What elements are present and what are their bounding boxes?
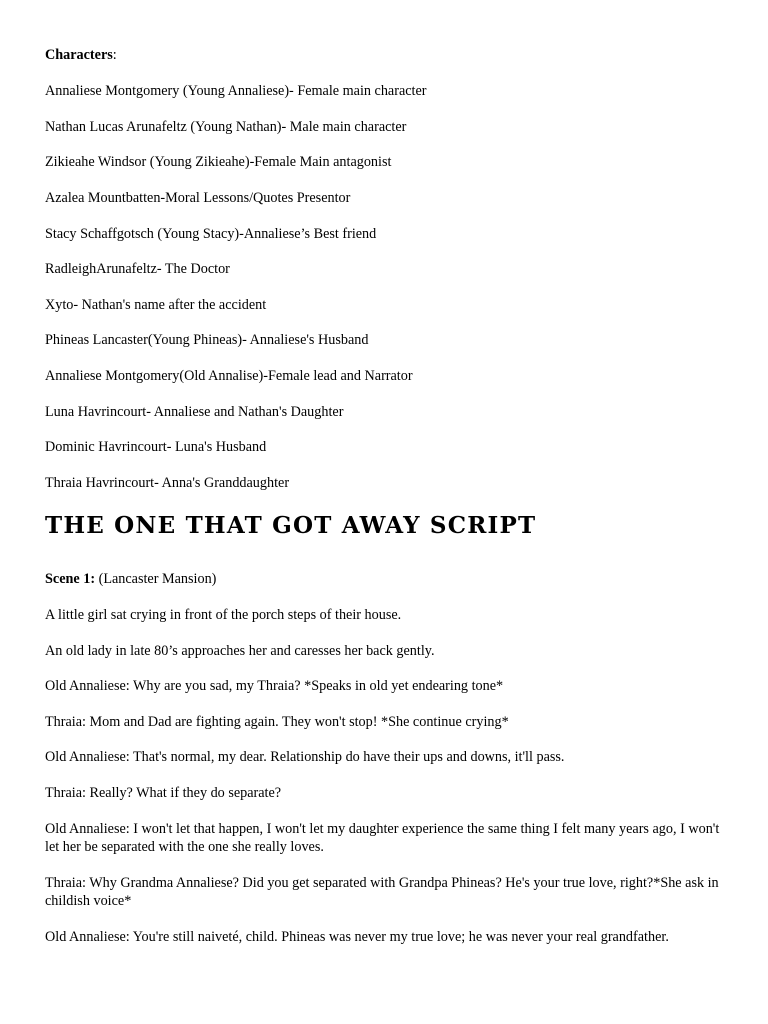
- scene-label: Scene 1:: [45, 571, 96, 587]
- character-entry: Luna Havrincourt- Annaliese and Nathan's Daughter: [45, 404, 344, 420]
- script-line: Thraia: Really? What if they do separate?: [45, 785, 282, 801]
- character-entry: Azalea Mountbatten-Moral Lessons/Quotes Presentor: [45, 190, 351, 206]
- script-line: Old Annaliese: I won't let that happen, I won't let my daughter experience the same thing I felt many years ago, I won't let her be separated with the one she really loves.: [45, 821, 720, 855]
- script-title: THE ONE THAT GOT AWAY SCRIPT: [45, 512, 537, 539]
- script-line: Old Annaliese: Why are you sad, my Thraia? *Speaks in old yet endearing tone*: [45, 678, 504, 694]
- characters-heading-label: Characters: [45, 47, 113, 63]
- character-entry: Zikieahe Windsor (Young Zikieahe)-Female Main antagonist: [45, 154, 392, 170]
- character-entry: Phineas Lancaster(Young Phineas)- Annaliese's Husband: [45, 332, 369, 348]
- scene-heading: [45, 570, 216, 588]
- character-entry: Dominic Havrincourt- Luna's Husband: [45, 439, 267, 455]
- character-entry: Stacy Schaffgotsch (Young Stacy)-Annaliese’s Best friend: [45, 226, 377, 242]
- script-line: An old lady in late 80’s approaches her and caresses her back gently.: [45, 643, 435, 659]
- characters-heading: [45, 46, 117, 64]
- character-entry: Thraia Havrincourt- Anna's Granddaughter: [45, 475, 290, 491]
- script-line: Old Annaliese: That's normal, my dear. Relationship do have their ups and downs, it'll pass.: [45, 749, 565, 765]
- character-entry: Annaliese Montgomery(Old Annalise)-Female lead and Narrator: [45, 368, 413, 384]
- scene-location: (Lancaster Mansion): [95, 571, 217, 587]
- script-line: Old Annaliese: You're still naiveté, child. Phineas was never my true love; he was never your real grandfather.: [45, 929, 669, 945]
- script-line: Thraia: Mom and Dad are fighting again. They won't stop! *She continue crying*: [45, 714, 509, 730]
- script-line: Thraia: Why Grandma Annaliese? Did you get separated with Grandpa Phineas? He's your true love, right?*She ask in childish voice*: [45, 875, 719, 909]
- character-entry: RadleighArunafeltz- The Doctor: [45, 261, 230, 277]
- character-entry: Nathan Lucas Arunafeltz (Young Nathan)- Male main character: [45, 119, 407, 135]
- characters-heading-colon: :: [112, 47, 117, 63]
- character-entry: Annaliese Montgomery (Young Annaliese)- Female main character: [45, 83, 427, 99]
- script-line: A little girl sat crying in front of the porch steps of their house.: [45, 607, 402, 623]
- character-entry: Xyto- Nathan's name after the accident: [45, 297, 267, 313]
